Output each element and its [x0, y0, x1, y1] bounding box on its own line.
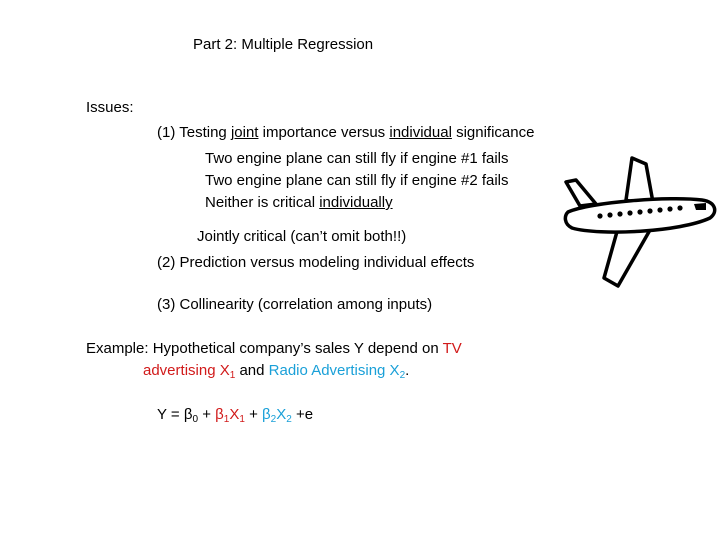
issue-1-line-c-prefix: Neither is critical [205, 194, 320, 211]
eq-x1-sub: 1 [239, 414, 245, 425]
eq-x2-sub: 2 [286, 414, 292, 425]
example-period: . [405, 362, 410, 379]
issue-1-line-d: Jointly critical (can’t omit both!!) [197, 228, 407, 245]
eq-tail: +e [291, 406, 314, 423]
example-and: and [235, 362, 269, 379]
issue-1-line-a: Two engine plane can still fly if engine #1 fails [205, 150, 509, 167]
issue-2: (2) Prediction versus modeling individual effects [157, 254, 475, 271]
issue-1-mid: importance versus [258, 124, 390, 141]
eq-lhs: Y = β [157, 406, 193, 423]
example-tv-advertising: advertising X [143, 362, 230, 379]
issue-1-individual: individual [389, 124, 452, 141]
example-radio: Radio Advertising X [268, 362, 400, 379]
issue-3: (3) Collinearity (correlation among inputs) [157, 296, 433, 313]
page-title: Part 2: Multiple Regression [193, 36, 374, 53]
eq-b0-sub: 0 [192, 414, 199, 425]
airplane-icon [560, 152, 720, 292]
issues-label: Issues: [86, 99, 134, 116]
example-x2-sub: 2 [399, 370, 406, 381]
issue-1-prefix: (1) Testing [157, 124, 231, 141]
example-prefix: Example: Hypothetical company’s sales Y depend on [86, 340, 443, 357]
issue-1-line-c-word: individually [319, 194, 393, 211]
eq-x2: X [276, 406, 287, 423]
eq-x1: X [229, 406, 240, 423]
issue-1-line-b: Two engine plane can still fly if engine #2 fails [205, 172, 509, 189]
eq-plus-2: + [244, 406, 263, 423]
issue-1-joint: joint [230, 124, 259, 141]
eq-beta-1: β [215, 406, 224, 423]
eq-plus-1: + [198, 406, 216, 423]
eq-beta-2-sub: 2 [270, 414, 277, 425]
issue-1 [157, 124, 534, 142]
example-x1-sub: 1 [229, 370, 236, 381]
example-tv: TV [442, 340, 462, 357]
issue-1-line-c [205, 194, 393, 212]
example-line-1 [86, 340, 462, 358]
regression-equation [157, 406, 313, 424]
issue-1-suffix: significance [451, 124, 535, 141]
example-line-2 [143, 362, 409, 380]
eq-beta-1-sub: 1 [223, 414, 230, 425]
eq-beta-2: β [262, 406, 271, 423]
